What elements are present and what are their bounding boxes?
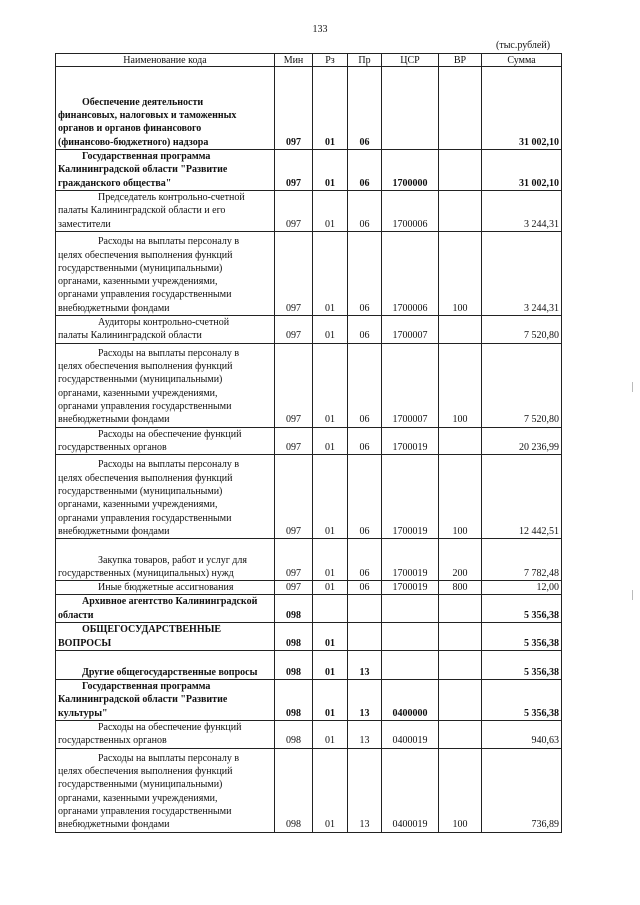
cell-name xyxy=(56,680,275,721)
cell-sum: 12,00 xyxy=(482,581,562,595)
cell-min: 097 xyxy=(275,539,313,581)
cell-csr: 1700019 xyxy=(382,539,439,581)
margin-mark xyxy=(632,382,633,392)
cell-name-line: Расходы на обеспечение функций xyxy=(98,428,242,440)
cell-name-line: органами, казенными учреждениями, xyxy=(58,276,218,288)
table-row xyxy=(56,651,562,680)
cell-sum: 7 520,80 xyxy=(482,343,562,427)
table-row xyxy=(56,623,562,651)
table-row xyxy=(56,232,562,316)
cell-rz xyxy=(313,595,348,623)
table-row xyxy=(56,539,562,581)
cell-rz: 01 xyxy=(313,651,348,680)
cell-name-line: государственных органов xyxy=(58,441,167,453)
cell-name xyxy=(56,581,275,595)
cell-name-line: палаты Калининградской области xyxy=(58,330,202,342)
cell-csr: 1700006 xyxy=(382,191,439,232)
cell-csr: 1700007 xyxy=(382,316,439,344)
cell-csr: 0400019 xyxy=(382,721,439,749)
cell-min: 098 xyxy=(275,721,313,749)
header-sum: Сумма xyxy=(482,54,562,67)
table-row xyxy=(56,150,562,191)
cell-name-line: государственных органов xyxy=(58,735,167,747)
header-name: Наименование кода xyxy=(56,54,275,67)
cell-sum: 7 782,48 xyxy=(482,539,562,581)
cell-min: 097 xyxy=(275,581,313,595)
cell-name-line: внебюджетными фондами xyxy=(58,525,170,537)
cell-csr: 1700019 xyxy=(382,581,439,595)
cell-name-line: Обеспечение деятельности xyxy=(82,96,204,108)
cell-name-line: государственных (муниципальных) нужд xyxy=(58,567,234,579)
cell-sum: 3 244,31 xyxy=(482,232,562,316)
cell-pr: 13 xyxy=(348,721,382,749)
cell-name-line: ОБЩЕГОСУДАРСТВЕННЫЕ xyxy=(82,624,222,636)
cell-name-line: Другие общегосударственные вопросы xyxy=(82,666,258,678)
table-header-row xyxy=(56,54,562,67)
cell-rz: 01 xyxy=(313,191,348,232)
cell-csr xyxy=(382,623,439,651)
cell-sum: 5 356,38 xyxy=(482,623,562,651)
margin-mark xyxy=(632,590,633,600)
cell-rz: 01 xyxy=(313,67,348,150)
cell-name-line: палаты Калининградской области и его xyxy=(58,205,226,217)
cell-name xyxy=(56,748,275,832)
table-row xyxy=(56,191,562,232)
cell-rz: 01 xyxy=(313,680,348,721)
cell-pr: 13 xyxy=(348,651,382,680)
table-row xyxy=(56,595,562,623)
cell-min: 097 xyxy=(275,316,313,344)
cell-name-line: органами управления государственными xyxy=(58,806,232,818)
cell-min: 097 xyxy=(275,191,313,232)
cell-vr xyxy=(439,316,482,344)
cell-csr: 1700007 xyxy=(382,343,439,427)
cell-name-line: Государственная программа xyxy=(82,681,211,693)
cell-csr xyxy=(382,67,439,150)
cell-rz: 01 xyxy=(313,316,348,344)
cell-csr: 1700000 xyxy=(382,150,439,191)
cell-name-line: органами, казенными учреждениями, xyxy=(58,387,218,399)
cell-name-line: государственными (муниципальными) xyxy=(58,262,223,274)
cell-name-line: органами управления государственными xyxy=(58,401,232,412)
cell-name-line: целях обеспечения выполнения функций xyxy=(58,249,233,261)
cell-rz: 01 xyxy=(313,455,348,539)
cell-name-line: Расходы на выплаты персоналу в xyxy=(98,347,240,359)
cell-name-line: внебюджетными фондами xyxy=(58,414,170,426)
cell-name xyxy=(56,623,275,651)
cell-min: 097 xyxy=(275,150,313,191)
cell-min: 098 xyxy=(275,623,313,651)
cell-name-line: органами, казенными учреждениями, xyxy=(58,792,218,804)
cell-vr xyxy=(439,651,482,680)
cell-vr: 100 xyxy=(439,455,482,539)
cell-sum: 5 356,38 xyxy=(482,651,562,680)
cell-name xyxy=(56,595,275,623)
cell-vr: 100 xyxy=(439,748,482,832)
cell-name xyxy=(56,150,275,191)
cell-min: 097 xyxy=(275,455,313,539)
cell-rz: 01 xyxy=(313,343,348,427)
cell-name-line: (финансово-бюджетного) надзора xyxy=(58,136,209,148)
cell-name-line: органов и органов финансового xyxy=(58,123,202,135)
header-min: Мин xyxy=(275,54,313,67)
cell-vr xyxy=(439,150,482,191)
cell-rz: 01 xyxy=(313,748,348,832)
cell-vr xyxy=(439,191,482,232)
cell-name-line: Закупка товаров, работ и услуг для xyxy=(98,554,247,566)
cell-name-line: заместители xyxy=(58,218,111,230)
cell-sum: 7 520,80 xyxy=(482,316,562,344)
cell-pr: 13 xyxy=(348,680,382,721)
cell-name xyxy=(56,191,275,232)
cell-name-line: органами, казенными учреждениями, xyxy=(58,499,218,511)
cell-rz: 01 xyxy=(313,539,348,581)
cell-pr: 06 xyxy=(348,455,382,539)
units-label: (тыс.рублей) xyxy=(496,40,551,51)
cell-min: 098 xyxy=(275,748,313,832)
cell-pr: 06 xyxy=(348,427,382,455)
cell-csr: 1700006 xyxy=(382,232,439,316)
cell-name-line: гражданского общества" xyxy=(58,177,172,189)
cell-min: 098 xyxy=(275,651,313,680)
cell-sum: 31 002,10 xyxy=(482,150,562,191)
cell-name-line: Иные бюджетные ассигнования xyxy=(98,582,234,594)
cell-name-line: области xyxy=(58,609,94,621)
cell-pr: 06 xyxy=(348,191,382,232)
table-row xyxy=(56,581,562,595)
cell-name-line: целях обеспечения выполнения функций xyxy=(58,472,233,484)
cell-sum: 31 002,10 xyxy=(482,67,562,150)
cell-name xyxy=(56,651,275,680)
table-row xyxy=(56,67,562,150)
cell-name-line: Председатель контрольно-счетной xyxy=(98,192,245,204)
cell-csr: 0400000 xyxy=(382,680,439,721)
cell-name-line: Расходы на выплаты персоналу в xyxy=(98,236,240,248)
header-pr: Пр xyxy=(348,54,382,67)
cell-min: 098 xyxy=(275,680,313,721)
cell-vr xyxy=(439,680,482,721)
cell-sum: 3 244,31 xyxy=(482,191,562,232)
cell-vr: 100 xyxy=(439,343,482,427)
header-vr: ВР xyxy=(439,54,482,67)
table-body xyxy=(56,67,562,833)
cell-vr: 200 xyxy=(439,539,482,581)
cell-pr: 13 xyxy=(348,748,382,832)
cell-pr xyxy=(348,623,382,651)
page-number: 133 xyxy=(312,24,328,35)
cell-name-line: Архивное агентство Калининградской xyxy=(82,596,258,608)
cell-vr: 100 xyxy=(439,232,482,316)
cell-name-line: культуры" xyxy=(58,707,108,719)
cell-name-line: государственными (муниципальными) xyxy=(58,374,223,386)
cell-name-line: органами управления государственными xyxy=(58,512,232,524)
cell-name xyxy=(56,232,275,316)
cell-name-line: целях обеспечения выполнения функций xyxy=(58,766,233,778)
cell-pr: 06 xyxy=(348,150,382,191)
cell-rz: 01 xyxy=(313,427,348,455)
cell-name-line: Расходы на выплаты персоналу в xyxy=(98,459,240,471)
cell-rz: 01 xyxy=(313,150,348,191)
table-row xyxy=(56,316,562,344)
table-row xyxy=(56,721,562,749)
cell-rz: 01 xyxy=(313,232,348,316)
cell-pr: 06 xyxy=(348,67,382,150)
cell-sum: 940,63 xyxy=(482,721,562,749)
cell-pr: 06 xyxy=(348,316,382,344)
cell-vr: 800 xyxy=(439,581,482,595)
table-row xyxy=(56,427,562,455)
cell-name-line: внебюджетными фондами xyxy=(58,819,170,831)
cell-rz: 01 xyxy=(313,623,348,651)
cell-min: 097 xyxy=(275,427,313,455)
cell-csr xyxy=(382,595,439,623)
cell-csr: 1700019 xyxy=(382,455,439,539)
cell-name-line: ВОПРОСЫ xyxy=(58,637,112,649)
cell-name-line: государственными (муниципальными) xyxy=(58,486,223,497)
cell-name-line: Расходы на выплаты персоналу в xyxy=(98,752,240,764)
cell-min: 097 xyxy=(275,232,313,316)
cell-name-line: Расходы на обеспечение функций xyxy=(98,722,242,734)
cell-sum: 5 356,38 xyxy=(482,595,562,623)
cell-csr: 1700019 xyxy=(382,427,439,455)
cell-name-line: Калининградской области "Развитие xyxy=(58,694,228,706)
cell-name-line: государственными (муниципальными) xyxy=(58,779,223,791)
cell-sum: 736,89 xyxy=(482,748,562,832)
cell-pr: 06 xyxy=(348,539,382,581)
cell-vr xyxy=(439,595,482,623)
cell-vr xyxy=(439,427,482,455)
cell-name xyxy=(56,455,275,539)
cell-name xyxy=(56,67,275,150)
cell-pr: 06 xyxy=(348,343,382,427)
cell-vr xyxy=(439,623,482,651)
cell-rz: 01 xyxy=(313,581,348,595)
cell-name xyxy=(56,316,275,344)
table-row xyxy=(56,343,562,427)
budget-table xyxy=(55,53,562,833)
cell-vr xyxy=(439,67,482,150)
cell-csr: 0400019 xyxy=(382,748,439,832)
cell-min: 097 xyxy=(275,67,313,150)
cell-sum: 20 236,99 xyxy=(482,427,562,455)
cell-pr: 06 xyxy=(348,232,382,316)
cell-name xyxy=(56,343,275,427)
cell-min: 097 xyxy=(275,343,313,427)
table-row xyxy=(56,455,562,539)
table-row xyxy=(56,680,562,721)
cell-pr xyxy=(348,595,382,623)
cell-name xyxy=(56,721,275,749)
cell-pr: 06 xyxy=(348,581,382,595)
cell-sum: 12 442,51 xyxy=(482,455,562,539)
cell-name-line: органами управления государственными xyxy=(58,289,232,301)
cell-vr xyxy=(439,721,482,749)
cell-csr xyxy=(382,651,439,680)
cell-min: 098 xyxy=(275,595,313,623)
header-rz: Рз xyxy=(313,54,348,67)
cell-rz: 01 xyxy=(313,721,348,749)
cell-name-line: Калининградской области "Развитие xyxy=(58,164,228,176)
cell-name-line: Государственная программа xyxy=(82,151,211,163)
cell-name xyxy=(56,539,275,581)
cell-name xyxy=(56,427,275,455)
cell-sum: 5 356,38 xyxy=(482,680,562,721)
header-csr: ЦСР xyxy=(382,54,439,67)
table-row xyxy=(56,748,562,832)
cell-name-line: целях обеспечения выполнения функций xyxy=(58,361,233,373)
cell-name-line: внебюджетными фондами xyxy=(58,302,170,314)
cell-name-line: Аудиторы контрольно-счетной xyxy=(98,317,230,328)
cell-name-line: финансовых, налоговых и таможенных xyxy=(58,110,237,122)
